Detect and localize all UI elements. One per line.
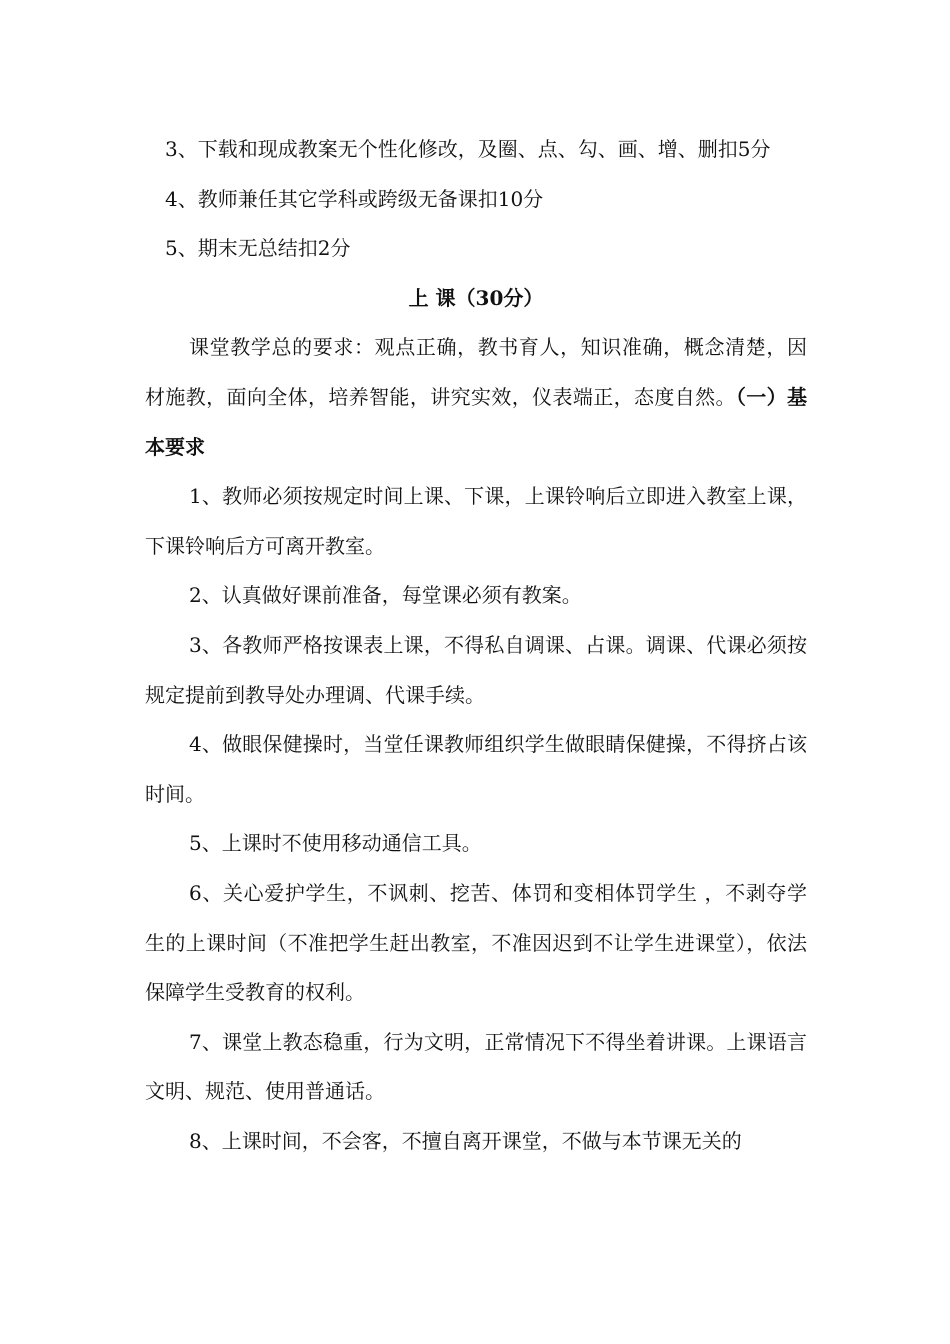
requirement-item-6: 6、关心爱护学生，不讽刺、挖苦、体罚和变相体罚学生 ，不剥夺学生的上课时间（不准把学生赶出教室，不准因迟到不让学生进课堂），依法保障学生受教育的权利。	[145, 880, 807, 1005]
deduction-item-3: 3、下载和现成教案无个性化修改，及圈、点、勾、画、增、删扣5分	[165, 137, 771, 161]
requirement-item-7: 7、课堂上教态稳重，行为文明，正常情况下不得坐着讲课。上课语言文明、规范、使用普通话。	[145, 1029, 807, 1104]
requirement-item-5: 5、上课时不使用移动通信工具。	[189, 831, 482, 856]
requirement-item-4: 4、做眼保健操时，当堂任课教师组织学生做眼睛保健操，不得挤占该时间。	[145, 732, 807, 806]
requirement-item-8: 8、上课时间，不会客，不擅自离开课堂，不做与本节课无关的	[189, 1128, 742, 1153]
section-title: 上 课（30分）	[408, 285, 544, 310]
requirement-item-2: 2、认真做好课前准备，每堂课必须有教案。	[189, 583, 582, 608]
intro-paragraph	[145, 323, 807, 472]
deduction-item-4: 4、教师兼任其它学科或跨级无备课扣10分	[165, 186, 544, 211]
subheading-basic-requirements: （一）基本要求	[145, 384, 807, 459]
deduction-item-5: 5、期末无总结扣2分	[165, 236, 351, 261]
intro-text: 课堂教学总的要求：观点正确，教书育人，知识准确，概念清楚，因材施教，面向全体，培养智能，讲究实效，仪表端正，态度自然。	[145, 335, 807, 409]
requirement-item-1: 1、教师必须按规定时间上课、下课，上课铃响后立即进入教室上课，下课铃响后方可离开教室。	[145, 484, 807, 558]
requirement-item-3: 3、各教师严格按课表上课，不得私自调课、占课。调课、代课必须按规定提前到教导处办理调、代课手续。	[145, 632, 807, 707]
document-body	[145, 125, 807, 1166]
